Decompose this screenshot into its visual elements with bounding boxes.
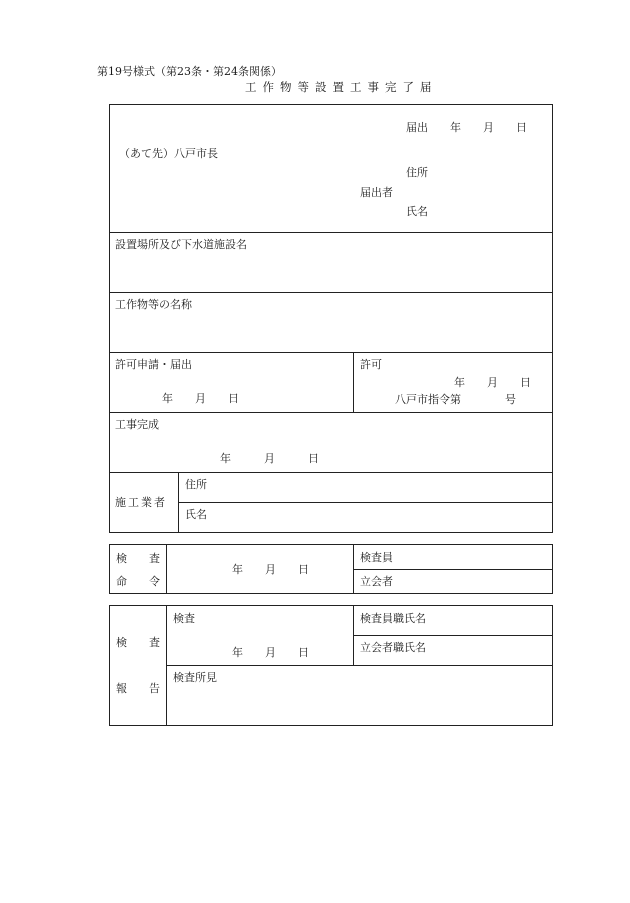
witness-name-label: 立会者職氏名 [360, 641, 426, 654]
permit-application-date[interactable]: 年 月 日 [162, 392, 239, 405]
addressee: （あて先）八戸市長 [119, 147, 218, 160]
contractor-name-label: 氏名 [185, 508, 207, 521]
divider [166, 665, 553, 666]
inspector-name-label: 検査員職氏名 [360, 612, 426, 625]
page-title: 工作物等設置工事完了届 [245, 80, 438, 94]
permit-label: 許可 [360, 358, 382, 371]
inspection-label: 検査 [173, 612, 195, 625]
inspection-report-label-top: 検 査 [116, 636, 160, 649]
divider [109, 232, 553, 233]
permit-number[interactable]: 八戸市指令第 号 [395, 393, 516, 406]
inspector-label: 検査員 [360, 551, 393, 564]
divider [353, 352, 354, 412]
divider [109, 352, 553, 353]
witness-label: 立会者 [360, 575, 393, 588]
divider [109, 472, 553, 473]
divider [166, 544, 167, 594]
permit-date[interactable]: 年 月 日 [454, 376, 531, 389]
inspection-order-date[interactable]: 年 月 日 [232, 563, 309, 576]
contractor-label: 施工業者 [115, 496, 167, 509]
divider [178, 472, 179, 533]
divider [353, 569, 553, 570]
location-label: 設置場所及び下水道施設名 [115, 238, 247, 251]
inspection-report-date[interactable]: 年 月 日 [232, 646, 309, 659]
applicant-name-label: 氏名 [406, 205, 428, 218]
inspection-report-label-bottom: 報 告 [116, 682, 160, 695]
applicant-address-label: 住所 [406, 166, 428, 179]
divider [178, 502, 553, 503]
divider [109, 292, 553, 293]
main-form [109, 104, 553, 533]
divider [109, 412, 553, 413]
divider [353, 635, 553, 636]
structure-name-label: 工作物等の名称 [115, 298, 192, 311]
permit-application-label: 許可申請・届出 [115, 358, 192, 371]
completion-label: 工事完成 [115, 418, 159, 431]
completion-date[interactable]: 年 月 日 [220, 452, 319, 465]
inspection-order-label-top: 検 査 [116, 552, 160, 565]
form-number: 第19号様式（第23条・第24条関係） [97, 65, 282, 78]
applicant-label: 届出者 [360, 186, 393, 199]
inspection-order-label-bottom: 命 令 [116, 575, 160, 588]
findings-label: 検査所見 [173, 671, 217, 684]
filing-date-field[interactable]: 届出 年 月 日 [406, 121, 527, 134]
contractor-address-label: 住所 [185, 478, 207, 491]
